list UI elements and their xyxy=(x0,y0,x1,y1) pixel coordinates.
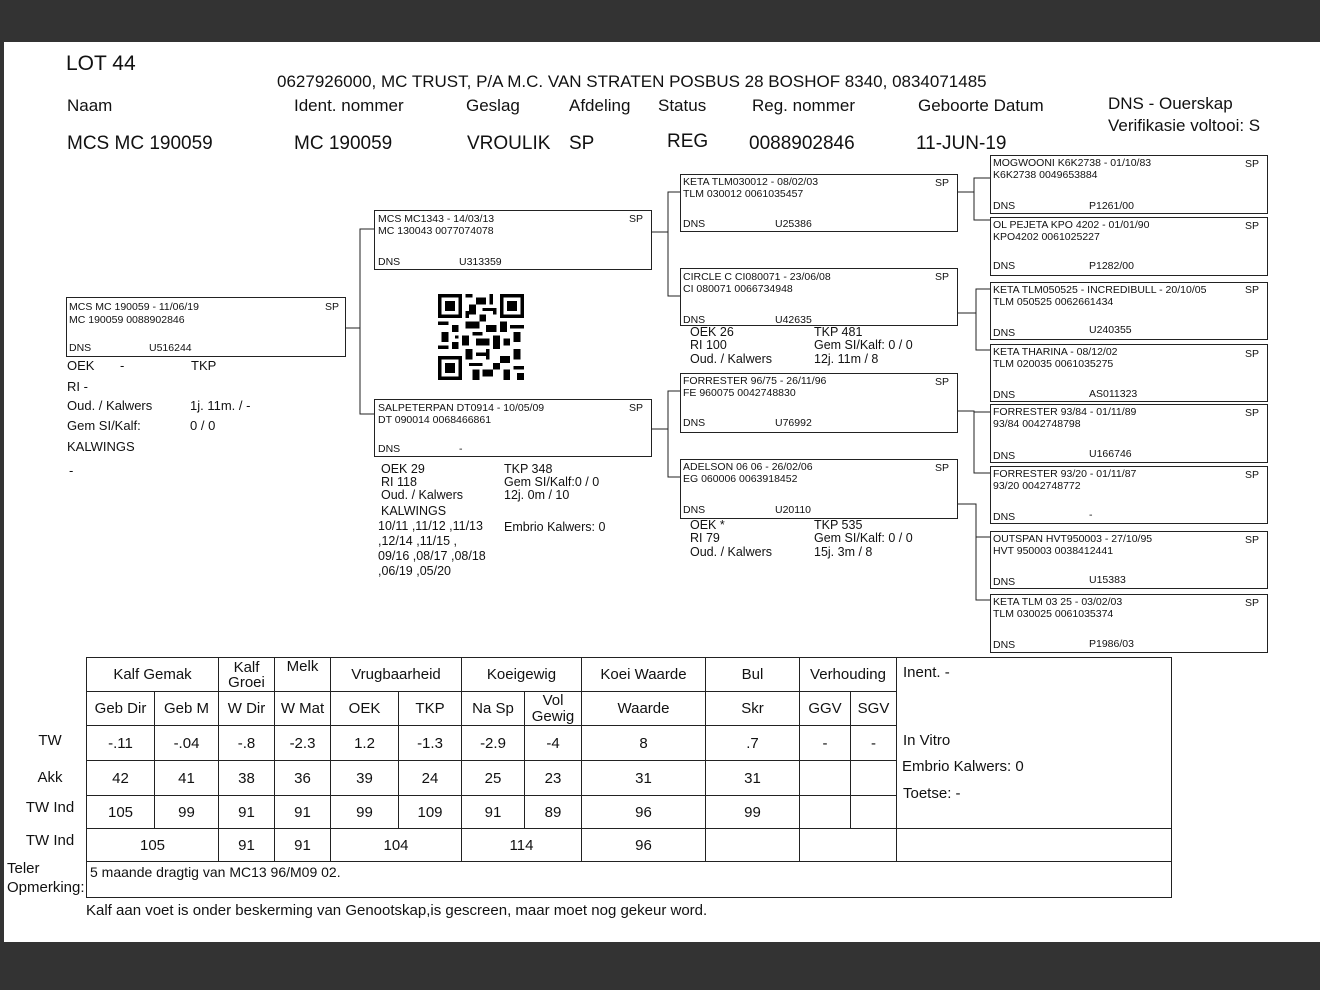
sire-box xyxy=(374,210,652,270)
twind2-vrugbaarheid: 104 xyxy=(331,829,462,862)
g2-2-sp: SP xyxy=(934,376,949,388)
g3-1-id: KPO4202 0061025227 xyxy=(993,231,1100,243)
header-verifikasie: Verifikasie voltooi: S xyxy=(1108,116,1261,135)
g3-2-title: KETA TLM050525 - INCREDIBULL - 20/10/05 xyxy=(993,284,1207,296)
dam-id: DT 090014 0068466861 xyxy=(378,414,492,426)
g2-1-dns-number: U42635 xyxy=(775,314,812,326)
g3-0-dns: DNS xyxy=(993,200,1016,212)
subject-title: MCS MC 190059 - 11/06/19 xyxy=(69,301,199,313)
side-info-bottom xyxy=(897,829,1172,862)
tw-sgv: - xyxy=(851,726,897,761)
granddam-paternal-box xyxy=(680,268,958,326)
g3-3-dns-number: AS011323 xyxy=(1089,388,1138,400)
twind-skr: 99 xyxy=(706,796,800,829)
g2-1-sp: SP xyxy=(934,271,949,283)
twind-w-mat: 91 xyxy=(275,796,331,829)
sub-na-sp: Na Sp xyxy=(462,692,525,726)
circle-tkp: TKP 481 xyxy=(814,325,863,339)
sub-geb-dir: Geb Dir xyxy=(87,692,155,726)
g3-2-dns: DNS xyxy=(993,327,1016,339)
tw-w-dir: -.8 xyxy=(219,726,275,761)
row-label-twind: TW Ind xyxy=(25,799,75,816)
akk-geb-m: 41 xyxy=(155,761,219,796)
akk-oek: 39 xyxy=(331,761,399,796)
g3-0-title: MOGWOONI K6K2738 - 01/10/83 xyxy=(993,157,1152,169)
g2-3-dns: DNS xyxy=(683,504,706,516)
g3-7-title: KETA TLM 03 25 - 03/02/03 xyxy=(993,596,1123,608)
subject-kalwings-label: KALWINGS xyxy=(67,439,135,454)
side-info-cell xyxy=(897,658,1172,829)
g3-2-sp: SP xyxy=(1244,284,1259,296)
header-reg: Reg. nommer xyxy=(752,96,855,115)
g2-3-id: EG 060006 0063918452 xyxy=(683,473,798,485)
dam-embrio: Embrio Kalwers: 0 xyxy=(504,520,606,534)
subject-oek-value: - xyxy=(120,358,125,373)
sire-id: MC 130043 0077074078 xyxy=(378,225,494,237)
table-row-twind-combined xyxy=(87,829,1172,862)
adelson-oek: OEK * xyxy=(690,518,725,532)
tw-oek: 1.2 xyxy=(331,726,399,761)
dam-ri: RI 118 xyxy=(381,475,417,489)
g2-3-dns-number: U20110 xyxy=(775,504,812,516)
in-vitro: In Vitro xyxy=(903,732,951,749)
subject-dns-label: DNS xyxy=(69,342,92,354)
subject-sp: SP xyxy=(324,301,339,313)
group-melk: Melk xyxy=(275,658,331,692)
g3-2-dns-number: U240355 xyxy=(1089,324,1132,336)
animal-status: REG xyxy=(667,131,709,152)
g3-6-dns-number: U15383 xyxy=(1089,574,1126,586)
sub-sgv: SGV xyxy=(851,692,897,726)
g3-5-sp: SP xyxy=(1244,469,1259,481)
subject-ri: RI - xyxy=(67,379,88,394)
subject-id: MC 190059 0088902846 xyxy=(69,314,185,326)
g3-5-title: FORRESTER 93/20 - 01/11/87 xyxy=(993,468,1137,480)
circle-oud: Oud. / Kalwers xyxy=(690,352,772,366)
header-dns-ouerskap: DNS - Ouerskap xyxy=(1108,94,1233,113)
subject-dns-number: U516244 xyxy=(149,342,192,354)
g3-4-dns-number: U166746 xyxy=(1089,448,1132,460)
dam-gem: Gem SI/Kalf:0 / 0 xyxy=(504,475,600,489)
g3-box-4 xyxy=(990,404,1268,463)
adelson-ri: RI 79 xyxy=(690,531,720,545)
subject-oud-value: 1j. 11m. / - xyxy=(190,398,251,413)
pedigree-sheet xyxy=(4,42,1320,942)
g3-box-0 xyxy=(990,155,1268,214)
breeding-values-table xyxy=(86,657,1172,898)
dam-kalwings-label: KALWINGS xyxy=(381,504,447,518)
sub-oek: OEK xyxy=(331,692,399,726)
row-label-akk: Akk xyxy=(37,769,63,786)
g3-7-dns: DNS xyxy=(993,639,1016,651)
sub-geb-m: Geb M xyxy=(155,692,219,726)
twind2-bul xyxy=(706,829,800,862)
akk-tkp: 24 xyxy=(399,761,462,796)
header-status: Status xyxy=(658,96,707,115)
dam-kalwings-line3: 09/16 ,08/17 ,08/18 xyxy=(378,549,486,563)
akk-waarde: 31 xyxy=(582,761,706,796)
g3-7-dns-number: P1986/03 xyxy=(1089,638,1134,650)
g3-4-dns: DNS xyxy=(993,450,1016,462)
toetse: Toetse: - xyxy=(903,785,961,802)
granddam-maternal-box xyxy=(680,459,958,519)
subject-box xyxy=(66,297,346,357)
top-bar xyxy=(0,0,1320,42)
animal-afdeling: SP xyxy=(569,133,595,154)
g3-5-id: 93/20 0042748772 xyxy=(993,480,1081,492)
g3-4-title: FORRESTER 93/84 - 01/11/89 xyxy=(993,406,1137,418)
remark-cell: 5 maande dragtig van MC13 96/M09 02. xyxy=(87,862,1172,898)
twind-geb-m: 99 xyxy=(155,796,219,829)
g3-4-sp: SP xyxy=(1244,407,1259,419)
g2-2-title: FORRESTER 96/75 - 26/11/96 xyxy=(683,375,827,387)
tw-tkp: -1.3 xyxy=(399,726,462,761)
dam-title: SALPETERPAN DT0914 - 10/05/09 xyxy=(378,402,545,414)
sub-tkp: TKP xyxy=(399,692,462,726)
sub-w-dir: W Dir xyxy=(219,692,275,726)
twind2-koeigewig: 114 xyxy=(462,829,582,862)
animal-naam: MCS MC 190059 xyxy=(67,133,213,154)
g3-4-id: 93/84 0042748798 xyxy=(993,418,1081,430)
dam-dns-label: DNS xyxy=(378,443,401,455)
g3-3-title: KETA THARINA - 08/12/02 xyxy=(993,346,1118,358)
twind-waarde: 96 xyxy=(582,796,706,829)
sub-w-mat: W Mat xyxy=(275,692,331,726)
g3-box-5 xyxy=(990,466,1268,524)
dam-kalwings-line4: ,06/19 ,05/20 xyxy=(378,564,451,578)
qr-code-icon xyxy=(436,294,526,380)
g2-0-dns-number: U25386 xyxy=(775,218,812,230)
g3-box-7 xyxy=(990,594,1268,653)
g3-box-2 xyxy=(990,282,1268,340)
dam-kalwings-line2: ,12/14 ,11/15 , xyxy=(378,534,457,548)
circle-age: 12j. 11m / 8 xyxy=(814,352,879,366)
animal-geslag: VROULIK xyxy=(467,133,551,154)
g2-1-dns: DNS xyxy=(683,314,706,326)
g3-2-id: TLM 050525 0062661434 xyxy=(993,296,1114,308)
twind2-verhouding xyxy=(800,829,897,862)
row-label-tw: TW xyxy=(38,732,62,749)
g2-2-dns-number: U76992 xyxy=(775,417,812,429)
header-afdeling: Afdeling xyxy=(569,96,631,115)
animal-ident: MC 190059 xyxy=(294,133,393,154)
circle-ri: RI 100 xyxy=(690,338,727,352)
g3-1-dns: DNS xyxy=(993,260,1016,272)
tw-na-sp: -2.9 xyxy=(462,726,525,761)
subject-tkp-label: TKP xyxy=(191,358,217,373)
g2-0-sp: SP xyxy=(934,177,949,189)
twind-geb-dir: 105 xyxy=(87,796,155,829)
g3-box-3 xyxy=(990,344,1268,402)
twind2-melk: 91 xyxy=(275,829,331,862)
tw-waarde: 8 xyxy=(582,726,706,761)
header-naam: Naam xyxy=(67,96,113,115)
g3-5-dns: DNS xyxy=(993,511,1016,523)
grandsire-maternal-box xyxy=(680,373,958,433)
g2-2-dns: DNS xyxy=(683,417,706,429)
twind-w-dir: 91 xyxy=(219,796,275,829)
opmerking-label: Opmerking: xyxy=(7,879,85,896)
dam-box xyxy=(374,399,652,457)
tw-skr: .7 xyxy=(706,726,800,761)
dam-tkp: TKP 348 xyxy=(504,462,553,476)
twind-na-sp: 91 xyxy=(462,796,525,829)
subject-gem-label: Gem SI/Kalf: xyxy=(67,418,141,433)
subject-oek-label: OEK xyxy=(67,358,95,373)
g3-0-dns-number: P1261/00 xyxy=(1089,200,1134,212)
group-koeigewig: Koeigewig xyxy=(462,658,582,692)
twind2-kalf-groei: 91 xyxy=(219,829,275,862)
sire-dns-number: U313359 xyxy=(459,256,502,268)
grandsire-paternal-box xyxy=(680,174,958,232)
g3-box-1 xyxy=(990,217,1268,276)
akk-ggv xyxy=(800,761,851,796)
header-ident: Ident. nommer xyxy=(294,96,404,115)
lot-number: LOT 44 xyxy=(66,52,136,75)
sire-title: MCS MC1343 - 14/03/13 xyxy=(378,213,495,225)
g2-0-title: KETA TLM030012 - 08/02/03 xyxy=(683,176,819,188)
twind-oek: 99 xyxy=(331,796,399,829)
sire-sp: SP xyxy=(628,213,643,225)
g3-1-title: OL PEJETA KPO 4202 - 01/01/90 xyxy=(993,219,1150,231)
g3-1-dns-number: P1282/00 xyxy=(1089,260,1134,272)
group-vrugbaarheid: Vrugbaarheid xyxy=(331,658,462,692)
dam-dns-number: - xyxy=(459,443,463,455)
row-label-twind2: TW Ind xyxy=(25,832,75,849)
group-kalf-gemak: Kalf Gemak xyxy=(87,658,219,692)
twind-ggv xyxy=(800,796,851,829)
g2-3-title: ADELSON 06 06 - 26/02/06 xyxy=(683,461,813,473)
g2-0-id: TLM 030012 0061035457 xyxy=(683,188,804,200)
teler-label: Teler xyxy=(7,860,40,877)
sub-waarde: Waarde xyxy=(582,692,706,726)
g2-1-title: CIRCLE C CI080071 - 23/06/08 xyxy=(683,271,831,283)
sire-dns-label: DNS xyxy=(378,256,401,268)
g3-6-sp: SP xyxy=(1244,534,1259,546)
twind2-koei-waarde: 96 xyxy=(582,829,706,862)
animal-reg: 0088902846 xyxy=(749,133,855,154)
circle-gem: Gem SI/Kalf: 0 / 0 xyxy=(814,338,913,352)
header-geslag: Geslag xyxy=(466,96,520,115)
tw-vol-gewig: -4 xyxy=(525,726,582,761)
g3-0-sp: SP xyxy=(1244,158,1259,170)
twind-tkp: 109 xyxy=(399,796,462,829)
tw-geb-m: -.04 xyxy=(155,726,219,761)
sub-vol-gewig: Vol Gewig xyxy=(525,692,582,726)
footer-note: Kalf aan voet is onder beskerming van Genootskap,is gescreen, maar moet nog gekeur word. xyxy=(86,902,708,919)
twind-sgv xyxy=(851,796,897,829)
g2-2-id: FE 960075 0042748830 xyxy=(683,387,796,399)
g3-1-sp: SP xyxy=(1244,220,1259,232)
g2-0-dns: DNS xyxy=(683,218,706,230)
group-koei-waarde: Koei Waarde xyxy=(582,658,706,692)
dam-kalwings-line1: 10/11 ,11/12 ,11/13 xyxy=(378,519,483,533)
g2-3-sp: SP xyxy=(934,462,949,474)
subject-oud-label: Oud. / Kalwers xyxy=(67,398,153,413)
g3-3-dns: DNS xyxy=(993,389,1016,401)
g3-6-dns: DNS xyxy=(993,576,1016,588)
adelson-oud: Oud. / Kalwers xyxy=(690,545,772,559)
subject-kalwings-value: - xyxy=(69,463,74,478)
akk-vol-gewig: 23 xyxy=(525,761,582,796)
dam-sp: SP xyxy=(628,402,643,414)
bottom-bar xyxy=(0,942,1320,990)
g3-6-id: HVT 950003 0038412441 xyxy=(993,545,1114,557)
akk-w-mat: 36 xyxy=(275,761,331,796)
group-kalf-groei: Kalf Groei xyxy=(219,658,275,692)
g3-3-id: TLM 020035 0061035275 xyxy=(993,358,1114,370)
sub-ggv: GGV xyxy=(800,692,851,726)
akk-skr: 31 xyxy=(706,761,800,796)
header-geboorte: Geboorte Datum xyxy=(918,96,1044,115)
g3-0-id: K6K2738 0049653884 xyxy=(993,169,1098,181)
dam-oud: Oud. / Kalwers xyxy=(381,488,463,502)
subject-gem-value: 0 / 0 xyxy=(190,418,216,433)
adelson-age: 15j. 3m / 8 xyxy=(814,545,873,559)
dam-age: 12j. 0m / 10 xyxy=(504,488,570,502)
g3-7-sp: SP xyxy=(1244,597,1259,609)
dam-oek: OEK 29 xyxy=(381,462,425,476)
adelson-gem: Gem SI/Kalf: 0 / 0 xyxy=(814,531,913,545)
inent: Inent. - xyxy=(903,664,950,681)
tw-w-mat: -2.3 xyxy=(275,726,331,761)
akk-w-dir: 38 xyxy=(219,761,275,796)
group-bul: Bul xyxy=(706,658,800,692)
tw-geb-dir: -.11 xyxy=(87,726,155,761)
g3-box-6 xyxy=(990,531,1268,589)
akk-na-sp: 25 xyxy=(462,761,525,796)
adelson-tkp: TKP 535 xyxy=(814,518,863,532)
sub-skr: Skr xyxy=(706,692,800,726)
twind-vol-gewig: 89 xyxy=(525,796,582,829)
twind2-kalf-gemak: 105 xyxy=(87,829,219,862)
g3-3-sp: SP xyxy=(1244,348,1259,360)
g2-1-id: CI 080071 0066734948 xyxy=(683,283,793,295)
g3-7-id: TLM 030025 0061035374 xyxy=(993,608,1114,620)
g3-5-dns-number: - xyxy=(1089,509,1093,521)
akk-sgv xyxy=(851,761,897,796)
group-verhouding: Verhouding xyxy=(800,658,897,692)
animal-geboorte: 11-JUN-19 xyxy=(916,133,1007,154)
owner-line: 0627926000, MC TRUST, P/A M.C. VAN STRATEN POSBUS 28 BOSHOF 8340, 0834071485 xyxy=(277,72,987,91)
g3-6-title: OUTSPAN HVT950003 - 27/10/95 xyxy=(993,533,1153,545)
akk-geb-dir: 42 xyxy=(87,761,155,796)
tw-ggv: - xyxy=(800,726,851,761)
embrio-kalwers: Embrio Kalwers: 0 xyxy=(902,758,1024,775)
circle-oek: OEK 26 xyxy=(690,325,734,339)
